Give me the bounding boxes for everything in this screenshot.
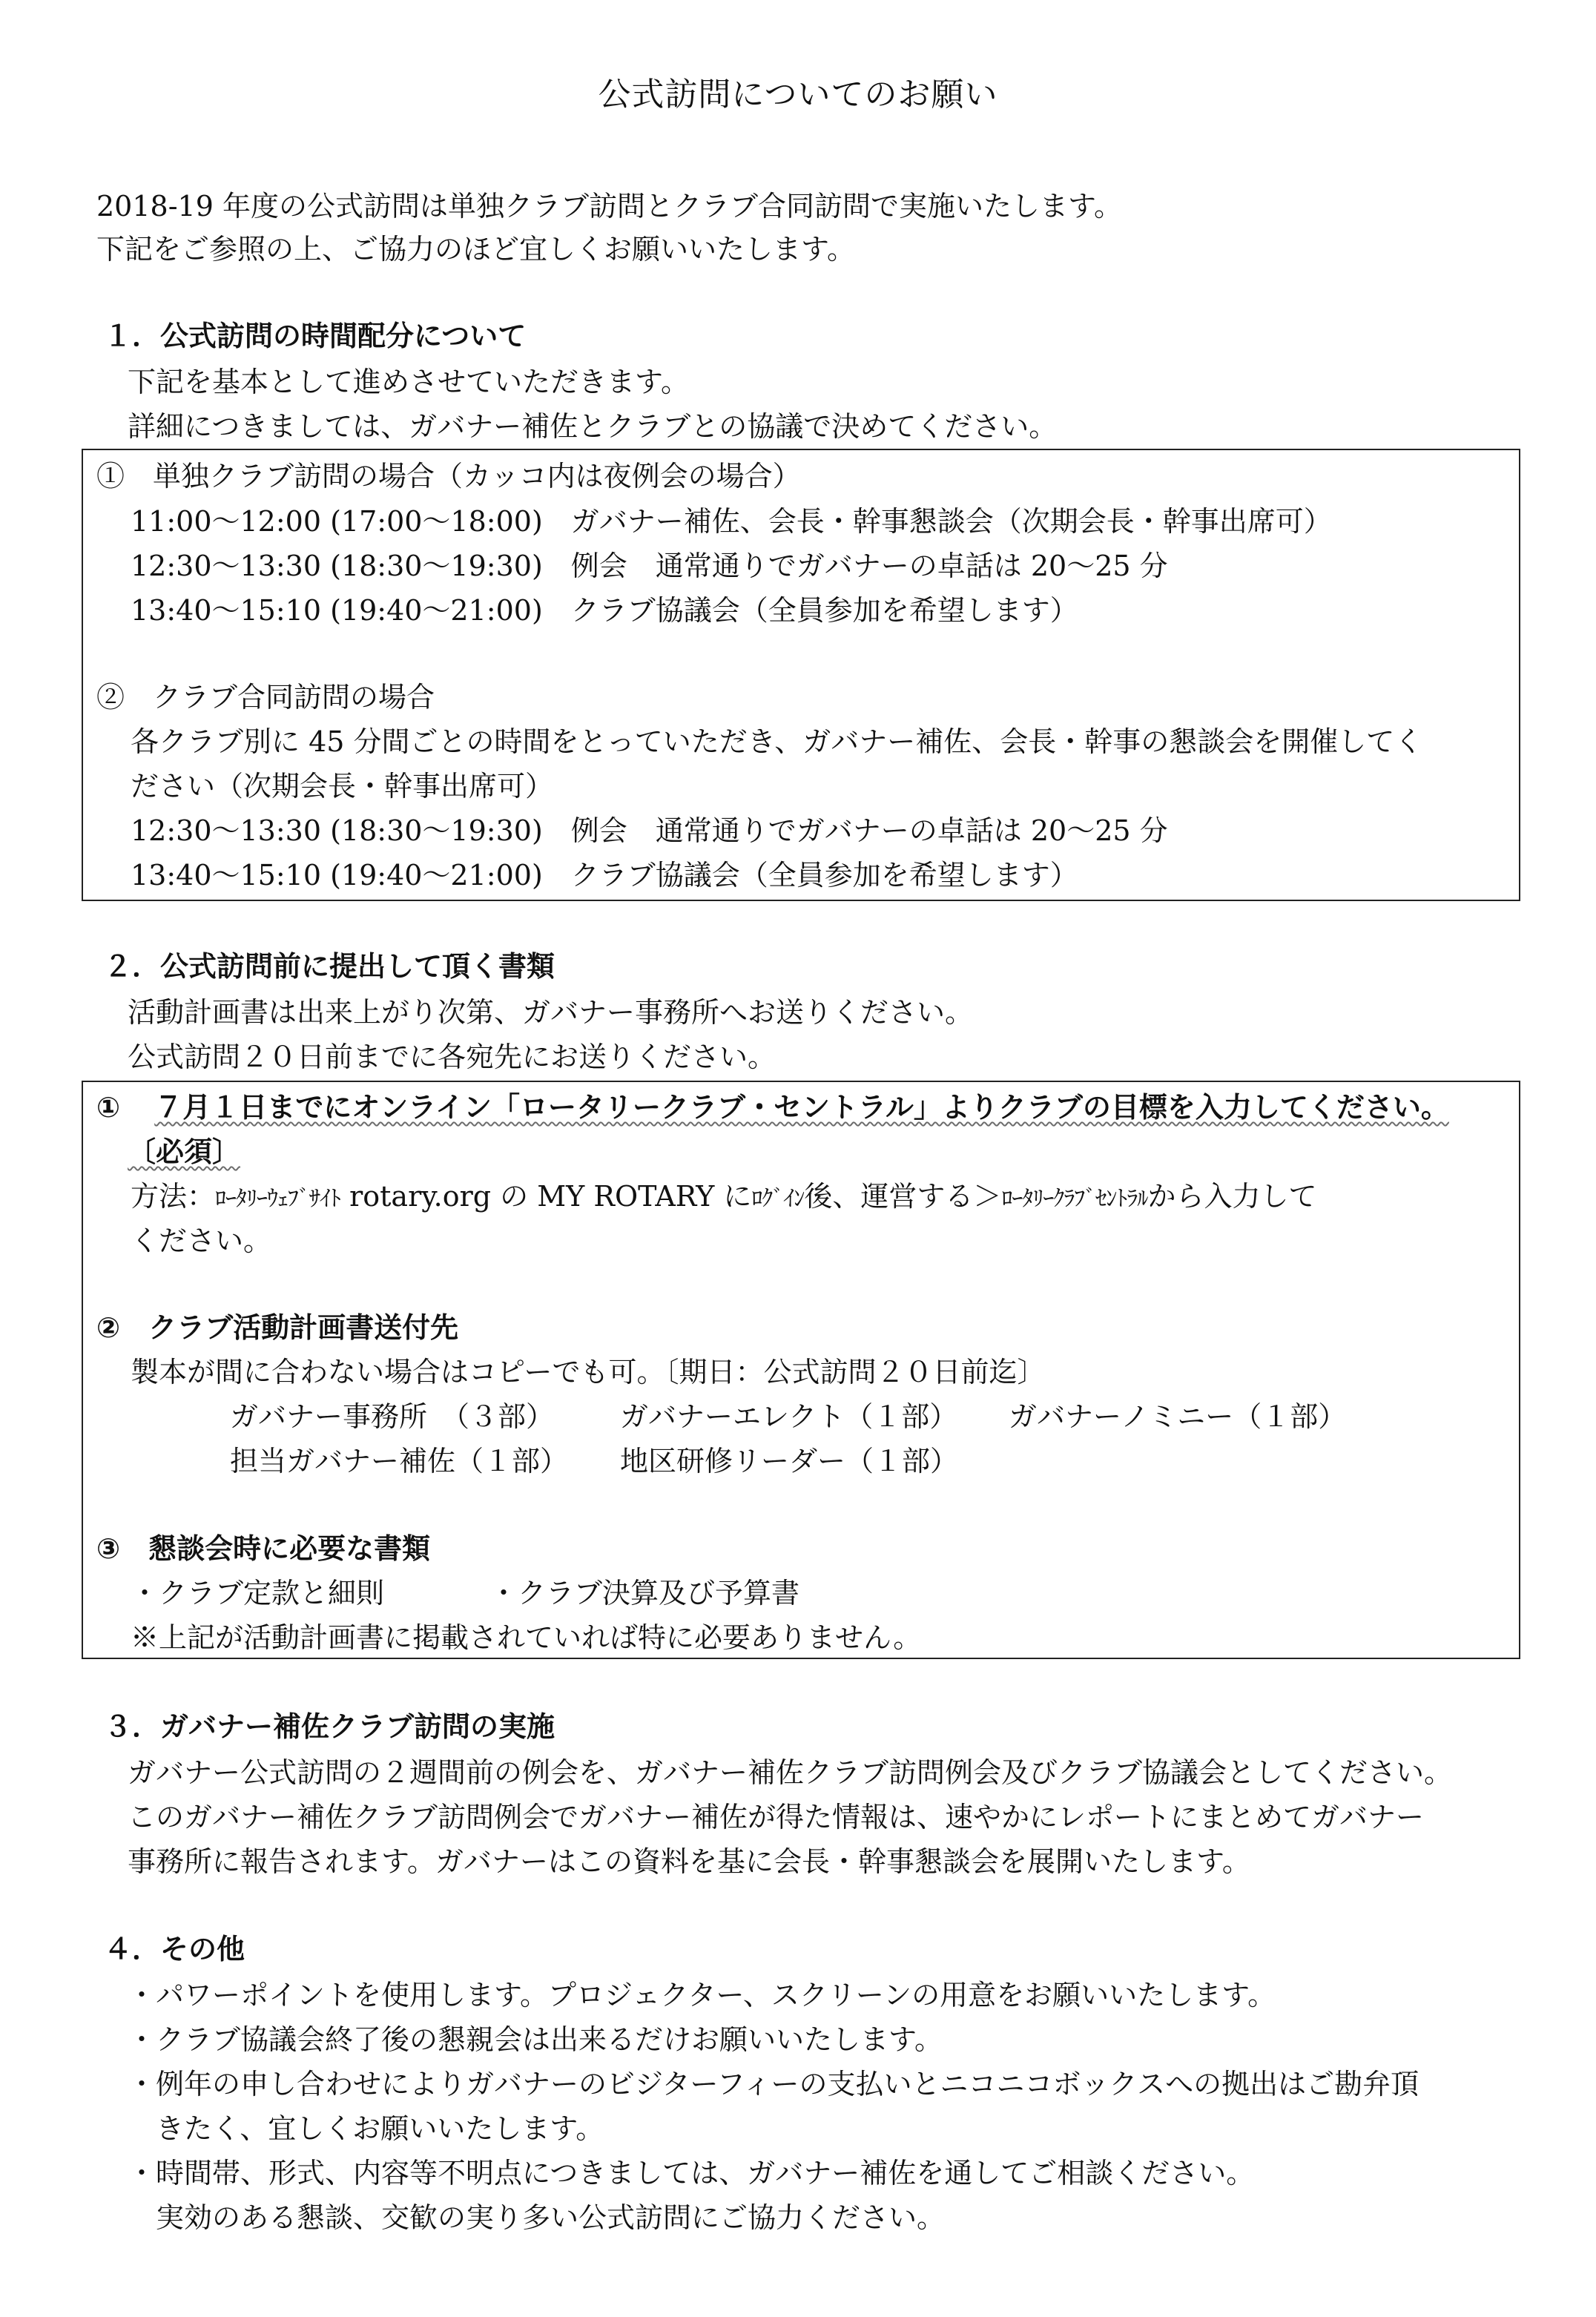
recipient-assistant-governor: 担当ガバナー補佐（１部）	[230, 1445, 569, 1477]
section1-item1-line-1: 11:00～12:00 (17:00～18:00) ガバナー補佐、会長・幹事懇談会（次期会長・幹事出席可）	[131, 505, 1332, 538]
method-login: ﾛｸﾞｲﾝ	[751, 1186, 805, 1212]
section3-line-2: このガバナー補佐クラブ訪問例会でガバナー補佐が得た情報は、速やかにレポートにまとめてガバナー	[128, 1801, 1425, 1833]
recipient-governor-nominee: ガバナーノミニー（１部）	[1009, 1400, 1347, 1433]
section2-item1-required-row	[128, 1131, 240, 1173]
section1-item2-line-3: 12:30～13:30 (18:30～19:30) 例会 通常通りでガバナーの卓話は 20～25 分	[131, 814, 1168, 847]
doc-bylaws: ・クラブ定款と細則	[131, 1577, 385, 1609]
section4-line-2: ・クラブ協議会終了後の懇親会は出来るだけお願いいたします。	[128, 2023, 943, 2056]
section2-line-1: 活動計画書は出来上がり次第、ガバナー事務所へお送りください。	[128, 996, 974, 1029]
section4-line-1: ・パワーポイントを使用します。プロジェクター、スクリーンの用意をお願いいたします。	[128, 1979, 1276, 2011]
method-rotary-org: rotary.org の MY ROTARY に	[340, 1180, 752, 1213]
section4-line-6: 実効のある懇談、交歓の実り多い公式訪問にご協力ください。	[128, 2201, 946, 2234]
section1-line-1: 下記を基本として進めさせていただきます。	[128, 366, 689, 398]
recipient-governor-office: ガバナー事務所 （３部）	[230, 1400, 555, 1433]
method-suffix: から入力して	[1147, 1180, 1317, 1213]
section2-item2-line-1: 製本が間に合わない場合はコピーでも可。〔期日：公式訪問２０日前迄〕	[131, 1356, 1046, 1388]
section1-line-2: 詳細につきましては、ガバナー補佐とクラブとの協議で決めてください。	[128, 410, 1058, 443]
section3-line-1: ガバナー公式訪問の２週間前の例会を、ガバナー補佐クラブ訪問例会及びクラブ協議会としてください。	[128, 1756, 1453, 1789]
section2-heading: ２．公式訪問前に提出して頂く書類	[104, 950, 555, 983]
section4-line-4: きたく、宜しくお願いいたします。	[128, 2112, 604, 2145]
method-club-central: ﾛｰﾀﾘｰｸﾗﾌﾞｾﾝﾄﾗﾙ	[1001, 1186, 1148, 1212]
section1-item2-line-4: 13:40～15:10 (19:40～21:00) クラブ協議会（全員参加を希望します）	[131, 859, 1078, 891]
recipient-training-leader: 地区研修リーダー（１部）	[620, 1445, 959, 1477]
document-title: 公式訪問についてのお願い	[598, 76, 998, 113]
intro-line-2: 下記をご参照の上、ご協力のほど宜しくお願いいたします。	[96, 233, 855, 266]
section1-item1-title: ① 単独クラブ訪問の場合（カッコ内は夜例会の場合）	[96, 460, 801, 492]
section1-heading: １．公式訪問の時間配分について	[104, 320, 527, 352]
section2-item1-method	[131, 1176, 1316, 1220]
section1-item2-line-1: 各クラブ別に 45 分間ごとの時間をとっていただき、ガバナー補佐、会長・幹事の懇談会を開催してく	[131, 725, 1423, 758]
section2-item1-method-line-2: ください。	[131, 1225, 272, 1257]
intro-line-1: 2018-19 年度の公式訪問は単独クラブ訪問とクラブ合同訪問で実施いたします。	[96, 190, 1122, 223]
section2-item1-title: ７月１日までにオンライン「ロータリークラブ・セントラル」よりクラブの目標を入力してください。	[154, 1091, 1449, 1124]
method-prefix: 方法：	[131, 1180, 216, 1213]
recipient-governor-elect: ガバナーエレクト（１部）	[620, 1400, 958, 1433]
section2-line-2: 公式訪問２０日前までに各宛先にお送りください。	[128, 1041, 776, 1073]
doc-budget: ・クラブ決算及び予算書	[489, 1577, 800, 1609]
section3-heading: ３．ガバナー補佐クラブ訪問の実施	[104, 1710, 555, 1743]
section1-item1-line-3: 13:40～15:10 (19:40～21:00) クラブ協議会（全員参加を希望します）	[131, 594, 1078, 627]
section2-item1-number: ①	[96, 1091, 121, 1124]
section3-line-3: 事務所に報告されます。ガバナーはこの資料を基に会長・幹事懇談会を展開いたします。	[128, 1845, 1250, 1878]
section4-line-5: ・時間帯、形式、内容等不明点につきましては、ガバナー補佐を通してご相談ください。	[128, 2157, 1255, 2189]
section4-line-3: ・例年の申し合わせによりガバナーのビジターフィーの支払いとニコニコボックスへの拠出はご勘弁頂	[128, 2068, 1419, 2100]
section1-item1-line-2: 12:30～13:30 (18:30～19:30) 例会 通常通りでガバナーの卓話は 20～25 分	[131, 550, 1168, 582]
section2-item3-note: ※上記が活動計画書に掲載されていれば特に必要ありません。	[131, 1621, 922, 1654]
section2-item1-required: 〔必須〕	[128, 1136, 241, 1168]
method-manage: 後、運営する＞	[804, 1180, 1002, 1213]
section4-heading: ４．その他	[104, 1933, 245, 1965]
section1-item2-title: ② クラブ合同訪問の場合	[96, 681, 435, 713]
section2-item2-title: ② クラブ活動計画書送付先	[96, 1311, 459, 1344]
method-rotary-website: ﾛｰﾀﾘｰｳｪﾌﾞｻｲﾄ	[215, 1186, 341, 1212]
section1-item2-line-2: ださい（次期会長・幹事出席可）	[131, 770, 554, 802]
section2-item1-title-row	[96, 1087, 1449, 1128]
section2-item3-title: ③ 懇談会時に必要な書類	[96, 1532, 431, 1565]
